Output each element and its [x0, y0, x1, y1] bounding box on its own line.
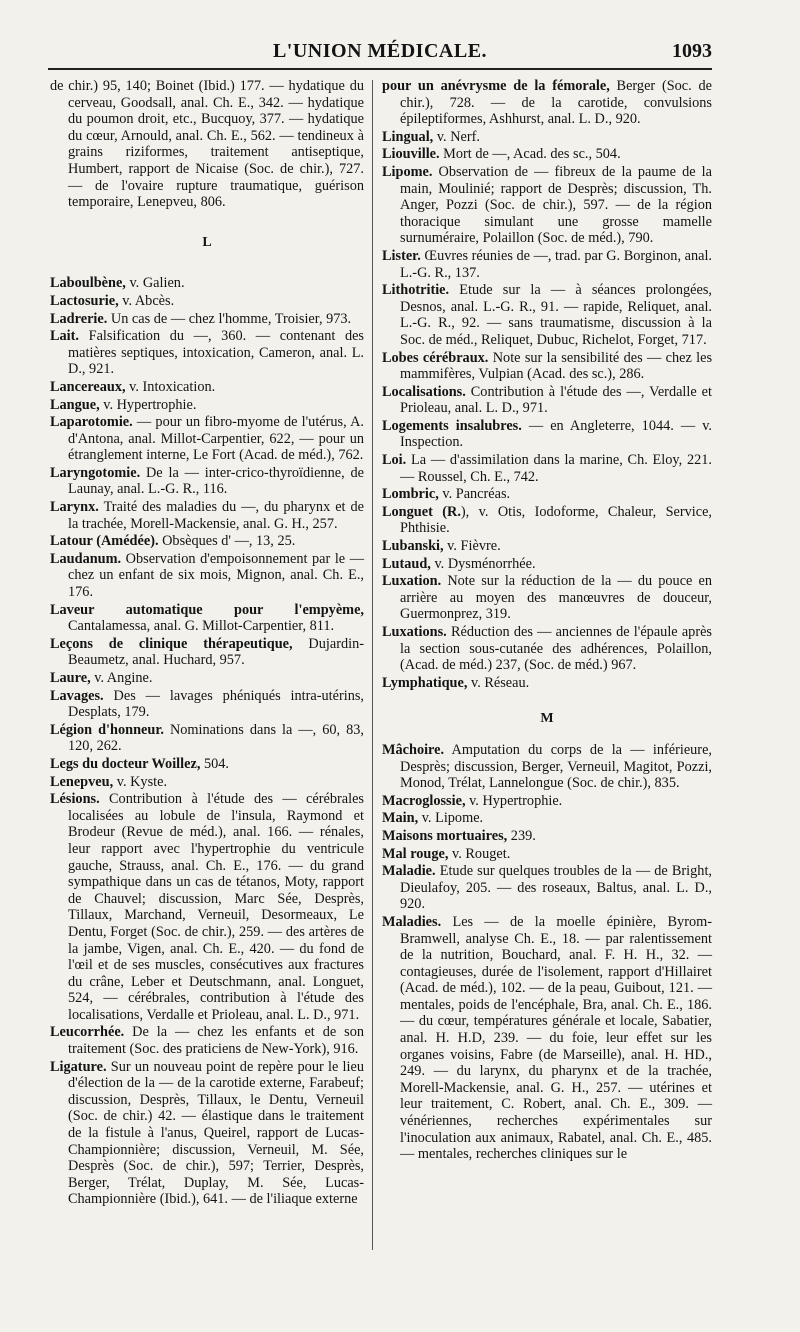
index-entry: Mal rouge, v. Rouget.	[382, 845, 511, 862]
running-header	[48, 38, 712, 70]
index-entry: Macroglossie, v. Hypertrophie.	[382, 792, 563, 809]
index-entry: Lutaud, v. Dysménorrhée.	[382, 555, 536, 572]
index-entry: Mâchoire. Amputation du corps de la — inférieure, Desprès; discussion, Berger, Verneuil, Magitot, Pozzi, Monod, Trélat, Lannelongue (Soc. de chir.), 835.	[382, 741, 712, 792]
index-entry: Laryngotomie. De la — inter-crico-thyroïdienne, de Launay, anal. L.-G. R., 116.	[50, 464, 364, 498]
index-entry: Leucorrhée. De la — chez les enfants et de son traitement (Soc. des praticiens de New-York), 916.	[50, 1024, 364, 1058]
index-entry: Lipome. Observation de — fibreux de la paume de la main, Moulinié; rapport de Desprès; discussion, Th. Anger, Pozzi (Soc. de chir.), 597. — de la région thoracique simulant une grosse mamelle surnuméraire, Polaillon (Soc. de méd.), 790.	[382, 163, 712, 247]
index-entry: Lombric, v. Pancréas.	[382, 486, 511, 503]
index-entry: Loi. La — d'assimilation dans la marine, Ch. Eloy, 221. — Roussel, Ch. E., 742.	[382, 452, 712, 485]
index-entry: Maisons mortuaires, 239.	[382, 827, 536, 844]
index-entry: Legs du docteur Woillez, 504.	[50, 755, 229, 772]
index-entry: Longuet (R.), v. Otis, Iodoforme, Chaleur, Service, Phthisie.	[382, 503, 713, 537]
index-entry: Laure, v. Angine.	[50, 670, 153, 686]
index-entry: Laudanum. Observation d'empoisonnement par le — chez un enfant de six mois, Mignon, anal. Ch. E., 176.	[50, 550, 364, 601]
index-entry: Maladies. Les — de la moelle épinière, Byrom-Bramwell, analyse Ch. E., 18. — par ralentissement de la nutrition, Bouchard, anal. F. H. H., 32. — contagieuses, durée de l'isolement, rapport d'Hillairet (Acad. de méd.), 102. — de la peau, Guibout, 121. — mentales, poids de l'encéphale, Bra, anal. Ch. E., 186. — du cœur, températures générale et locale, Sabatier, anal. H. H.D, 239. — du foie, leur effet sur les organes voisins, Fabre (de Marseille), anal. H. HD., 249. — du larynx, du pharynx et de la trachée, Morell-Mackensie, anal. G. H., 257. — utérines et leur traitement, C. Robert, anal. Ch. E., 309. — vénériennes, recherches expérimentales sur l'inoculation aux animaux, Rabatel, anal. Ch. E., 485. — mentales, recherches cliniques sur le	[382, 913, 712, 1163]
index-entry: Localisations. Contribution à l'étude des —, Verdalle et Prioleau, anal. L. D., 971.	[382, 383, 712, 417]
index-entry: Lavages. Des — lavages phéniqués intra-utérins, Desplats, 179.	[50, 687, 364, 721]
right-column	[382, 78, 712, 1164]
index-entry: Lister. Œuvres réunies de —, trad. par G. Borginon, anal. L.-G. R., 137.	[382, 247, 712, 281]
left-entries-list	[50, 275, 364, 1208]
index-entry: Lingual, v. Nerf.	[382, 128, 480, 145]
index-entry: Ladrerie. Un cas de — chez l'homme, Troisier, 973.	[50, 310, 352, 327]
index-entry: Lenepveu, v. Kyste.	[50, 773, 168, 790]
right-entries-m-list	[382, 742, 712, 1163]
section-letter-l: L	[202, 234, 212, 250]
index-entry: Laveur automatique pour l'empyème, Cantalamessa, anal. G. Millot-Carpentier, 811.	[50, 601, 364, 635]
index-entry: Laboulbène, v. Galien.	[50, 275, 185, 292]
index-entry: Leçons de clinique thérapeutique, Dujardin-Beaumetz, anal. Huchard, 957.	[50, 635, 364, 669]
index-entry: Liouville. Mort de —, Acad. des sc., 504.	[382, 146, 621, 163]
index-entry: Maladie. Etude sur quelques troubles de la — de Bright, Dieulafoy, 205. — des roseaux, Baltus, anal. L. D., 920.	[382, 863, 712, 913]
index-entry: Luxations. Réduction des — anciennes de l'épaule après la section sous-cutanée des adhérences, Polaillon, (Acad. de méd.) 237, (Soc. de méd.) 967.	[382, 624, 712, 674]
index-entry: pour un anévrysme de la fémorale, Berger (Soc. de chir.), 728. — de la carotide, convulsions épileptiformes, Ashhurst, anal. L. D., 920.	[382, 78, 712, 128]
index-entry: Langue, v. Hypertrophie.	[50, 396, 197, 413]
page-number: 1093	[672, 40, 712, 62]
index-entry: Larynx. Traité des maladies du —, du pharynx et de la trachée, Morell-Mackensie, anal. G. H., 257.	[50, 499, 364, 532]
index-entry: Lait. Falsification du —, 360. — contenant des matières septiques, intoxication, Cameron, anal. L. D., 921.	[50, 328, 364, 378]
index-entry: Lactosurie, v. Abcès.	[50, 292, 175, 309]
right-entries-l-list	[382, 78, 712, 691]
index-entry: Lubanski, v. Fièvre.	[382, 538, 501, 555]
left-column	[50, 78, 364, 1209]
index-entry: Lésions. Contribution à l'étude des — cérébrales localisées au lobule de l'insula, Raymond et Brodeur (Revue de méd.), anal. 166. — rénales, leur rapport avec l'hypertrophie du ventricule gauche, Strauss, anal. Ch. E., 176. — du grand sympathique dans un cas de tétanos, Moty, rapport de Chauvel; discussion, Marc Sée, Desprès, Tillaux, Marchand, Verneuil, Desormeaux, Le Dentu, Forget (Soc. de chir.), 259. — des artères de la jambe, Vigen, anal. Ch. E., 420. — du fond de l'œil et de ses muscles, consécutives aux fractures du crâne, Leber et Deutschmann, anal. Longuet, 524, — cérébrales, contribution à l'étude des localisations, Verdalle et Prioleau, anal. L. D., 971.	[50, 791, 364, 1023]
index-entry: Main, v. Lipome.	[382, 810, 484, 827]
section-letter-m: M	[540, 711, 554, 727]
index-entry: Laparotomie. — pour un fibro-myome de l'utérus, A. d'Antona, anal. Millot-Carpentier, 622, — pour un étranglement interne, Le Fort (Acad. de méd.), 762.	[50, 414, 364, 464]
index-entry: Ligature. Sur un nouveau point de repère pour le lieu d'élection de la — de la carotide externe, Farabeuf; discussion, Desprès, Tillaux, le Dentu, Verneuil (Soc. de chir.) 42. — élastique dans le traitement de la fistule à l'anus, Queirel, rapport de Lucas-Championnière; discussion, Verneuil, M. Sée, Desprès (Soc. de chir.), 597; Terrier, Desprès, Berger, Trélat, Duplay, M. Sée, Lucas-Championnière (Ibid.), 641. — de l'iliaque externe	[50, 1058, 364, 1208]
index-entry: Lobes cérébraux. Note sur la sensibilité des — chez les mammifères, Vulpian (Acad. des sc.), 286.	[382, 349, 713, 383]
index-entry: Lancereaux, v. Intoxication.	[50, 378, 216, 395]
continuation-entry: de chir.) 95, 140; Boinet (Ibid.) 177. — hydatique du cerveau, Goodsall, anal. Ch. E., 342. — hydatique du poumon droit, etc., Bucquoy, 377. — hydatique du cœur, Arnould, anal. Ch. E., 562. — tendineux à grains riziformes, traitement antiseptique, Humbert, rapport de Nicaise (Soc. de chir.), 727. — de l'ovaire rupture traumatique, guérison temporaire, Lenepveu, 806.	[50, 78, 364, 211]
column-divider	[372, 80, 373, 1250]
index-entry: Légion d'honneur. Nominations dans la —, 60, 83, 120, 262.	[50, 721, 364, 755]
index-entry: Latour (Amédée). Obsèques d' —, 13, 25.	[50, 533, 296, 550]
index-entry: Luxation. Note sur la réduction de la — du pouce en arrière au moyen des manœuvres de douceur, Guermonprez, 319.	[382, 573, 712, 623]
index-entry: Lymphatique, v. Réseau.	[382, 674, 530, 691]
index-entry: Logements insalubres. — en Angleterre, 1044. — v. Inspection.	[382, 417, 712, 451]
journal-title: L'UNION MÉDICALE.	[272, 40, 488, 62]
index-entry: Lithotritie. Etude sur la — à séances prolongées, Desnos, anal. L.-G. R., 91. — rapide, Reliquet, anal. L.-G. R., 92. — sans traumatisme, discussion à la Soc. de méd., Reliquet, Dubuc, Richelot, Forget, 717.	[382, 282, 712, 348]
